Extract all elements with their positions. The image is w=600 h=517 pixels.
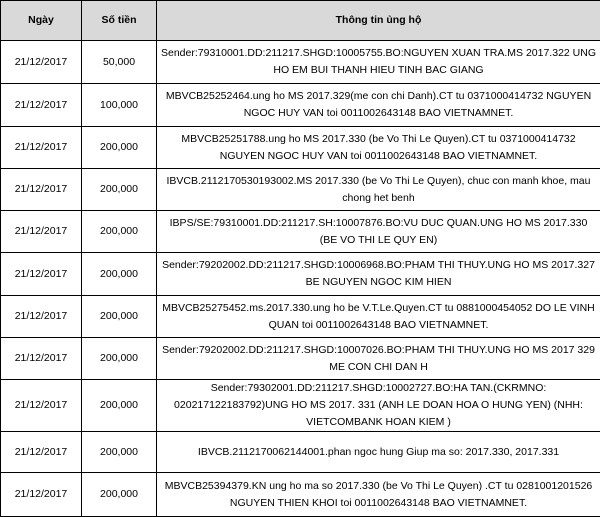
- row-info: IBVCB.2112170530193002.MS 2017.330 (be Vo Thi Le Quyen), chuc con manh khoe, mau chong het benh: [157, 169, 600, 211]
- row-date: 21/12/2017: [1, 296, 82, 338]
- row-info: Sender:79310001.DD:211217.SHGD:10005755.BO:NGUYEN XUAN TRA.MS 2017.322 UNG HO EM BUI THANH HIEU TINH BAC GIANG: [157, 41, 600, 84]
- row-date: 21/12/2017: [1, 211, 82, 253]
- row-amount: 200,000: [82, 380, 157, 432]
- table-header-row: [1, 1, 600, 41]
- row-amount: 200,000: [82, 253, 157, 296]
- table-row: [1, 338, 600, 380]
- table-row: [1, 169, 600, 211]
- row-amount: 100,000: [82, 84, 157, 127]
- row-date: 21/12/2017: [1, 41, 82, 84]
- row-date: 21/12/2017: [1, 253, 82, 296]
- row-info: IBPS/SE:79310001.DD:211217.SH:10007876.BO:VU DUC QUAN.UNG HO MS 2017.330 (BE VO THI LE QUY EN): [157, 211, 600, 253]
- row-info: MBVCB25394379.KN ung ho ma so 2017.330 (be Vo Thi Le Quyen) .CT tu 0281001201526 NGUYEN THIEN KHOI toi 0011002643148 BAO VIETNAMNET.: [157, 473, 600, 517]
- header-date: Ngày: [1, 1, 82, 41]
- row-info: MBVCB25251788.ung ho MS 2017.330 (be Vo Thi Le Quyen).CT tu 0371000414732 NGUYEN NGOC HUY VAN toi 0011002643148 BAO VIETNAMNET.: [157, 127, 600, 169]
- row-date: 21/12/2017: [1, 127, 82, 169]
- row-amount: 200,000: [82, 169, 157, 211]
- header-info: Thông tin ủng hộ: [157, 1, 600, 41]
- row-amount: 200,000: [82, 338, 157, 380]
- row-date: 21/12/2017: [1, 432, 82, 473]
- row-info: Sender:79302001.DD:211217.SHGD:10002727.BO:HA TAN.(CKRMNO: 020217122183792)UNG HO MS 2017. 331 (ANH LE DOAN HOA O HUNG YEN) (NHH: VIETCOMBANK HOAN KIEM ): [157, 380, 600, 432]
- row-date: 21/12/2017: [1, 380, 82, 432]
- row-amount: 200,000: [82, 432, 157, 473]
- row-date: 21/12/2017: [1, 338, 82, 380]
- table-row: [1, 253, 600, 296]
- table-row: [1, 211, 600, 253]
- row-amount: 200,000: [82, 473, 157, 517]
- table-row: [1, 84, 600, 127]
- table-row: [1, 296, 600, 338]
- row-info: Sender:79202002.DD:211217.SHGD:10007026.BO:PHAM THI THUY.UNG HO MS 2017 329 ME CON CHI DAN H: [157, 338, 600, 380]
- row-amount: 200,000: [82, 127, 157, 169]
- table-row: [1, 41, 600, 84]
- row-date: 21/12/2017: [1, 473, 82, 517]
- table-row: [1, 380, 600, 432]
- row-amount: 200,000: [82, 296, 157, 338]
- table-row: [1, 127, 600, 169]
- row-date: 21/12/2017: [1, 169, 82, 211]
- header-amount: Số tiền: [82, 1, 157, 41]
- table-row: [1, 432, 600, 473]
- row-info: MBVCB25252464.ung ho MS 2017.329(me con chi Danh).CT tu 0371000414732 NGUYEN NGOC HUY VAN toi 0011002643148 BAO VIETNAMNET.: [157, 84, 600, 127]
- table-row: [1, 473, 600, 517]
- row-info: IBVCB.2112170062144001.phan ngoc hung Giup ma so: 2017.330, 2017.331: [157, 432, 600, 473]
- row-amount: 50,000: [82, 41, 157, 84]
- row-date: 21/12/2017: [1, 84, 82, 127]
- row-info: MBVCB25275452.ms.2017.330.ung ho be V.T.Le.Quyen.CT tu 0881000454052 DO LE VINH QUAN toi 0011002643148 BAO VIETNAMNET.: [157, 296, 600, 338]
- row-info: Sender:79202002.DD:211217.SHGD:10006968.BO:PHAM THI THUY.UNG HO MS 2017.327 BE NGUYEN NGOC KIM HIEN: [157, 253, 600, 296]
- row-amount: 200,000: [82, 211, 157, 253]
